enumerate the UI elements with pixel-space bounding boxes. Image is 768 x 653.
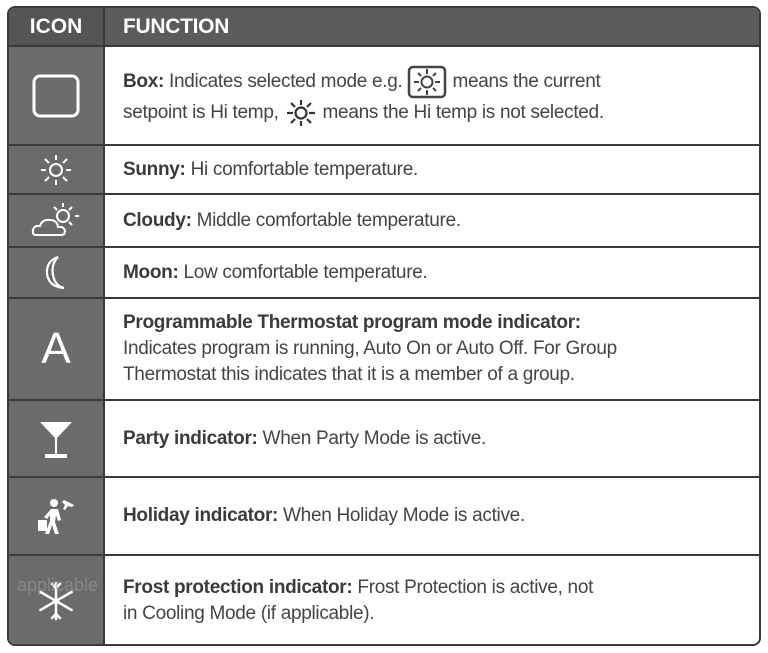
row-text: Indicates program is running, Auto On or Auto Off. For Group <box>123 338 617 359</box>
icon-cell <box>9 248 105 297</box>
table-row <box>9 45 759 144</box>
sun-icon <box>284 99 318 127</box>
ghost-text: applicable <box>17 575 99 595</box>
box-icon <box>31 73 81 119</box>
function-cell <box>105 146 759 193</box>
icon-cell <box>9 47 105 144</box>
table-row <box>9 297 759 399</box>
row-text: means the Hi temp is not selected. <box>322 101 604 123</box>
icon-cell <box>9 195 105 246</box>
row-text: Middle comfortable temperature. <box>191 209 461 231</box>
row-title: Party indicator: <box>123 427 258 449</box>
table-row <box>9 246 759 297</box>
cocktail-glass-icon <box>36 416 76 462</box>
row-text: Low comfortable temperature. <box>178 261 428 283</box>
function-cell <box>105 478 759 554</box>
row-title: Cloudy: <box>123 209 192 231</box>
table-row <box>9 399 759 476</box>
row-text: means the current <box>452 70 601 92</box>
icon-function-table <box>7 6 761 646</box>
row-title: Frost protection indicator: <box>123 577 353 598</box>
icon-cell <box>9 556 105 646</box>
function-header-label: FUNCTION <box>123 14 230 38</box>
row-title: Holiday indicator: <box>123 505 279 526</box>
function-cell <box>105 556 759 646</box>
row-title: Box: <box>123 70 165 92</box>
row-title: Moon: <box>123 261 179 283</box>
row-text: When Holiday Mode is active. <box>278 505 525 526</box>
row-text: Indicates selected mode e.g. <box>164 70 403 92</box>
traveler-plane-icon <box>34 494 78 538</box>
function-cell <box>105 195 759 246</box>
row-title: Programmable Thermostat program mode indicator: <box>123 312 581 333</box>
row-text: When Party Mode is active. <box>257 427 487 449</box>
row-text: in Cooling Mode (if applicable). <box>123 603 375 624</box>
function-cell <box>105 248 759 297</box>
row-text: Frost Protection is active, not <box>352 577 594 598</box>
moon-icon <box>38 253 74 293</box>
boxed-sun-icon <box>407 65 447 99</box>
icon-cell <box>9 401 105 476</box>
icon-cell <box>9 478 105 554</box>
row-title: Sunny: <box>123 158 186 180</box>
table-row <box>9 193 759 246</box>
row-text: setpoint is Hi temp, <box>123 101 284 123</box>
icon-cell <box>9 146 105 193</box>
function-cell <box>105 47 759 144</box>
sun-icon <box>36 152 76 188</box>
table-row <box>9 476 759 554</box>
icon-header-label: ICON <box>29 14 83 38</box>
icon-column-header <box>9 8 105 45</box>
function-cell <box>105 299 759 399</box>
row-text: Hi comfortable temperature. <box>185 158 418 180</box>
row-text: Thermostat this indicates that it is a member of a group. <box>123 364 575 385</box>
table-header <box>9 8 759 45</box>
table-row <box>9 554 759 646</box>
table-row <box>9 144 759 193</box>
icon-cell <box>9 299 105 399</box>
function-column-header <box>105 8 759 45</box>
cloud-sun-icon <box>30 201 82 241</box>
letter-a-icon: A <box>41 324 71 373</box>
function-cell <box>105 401 759 476</box>
